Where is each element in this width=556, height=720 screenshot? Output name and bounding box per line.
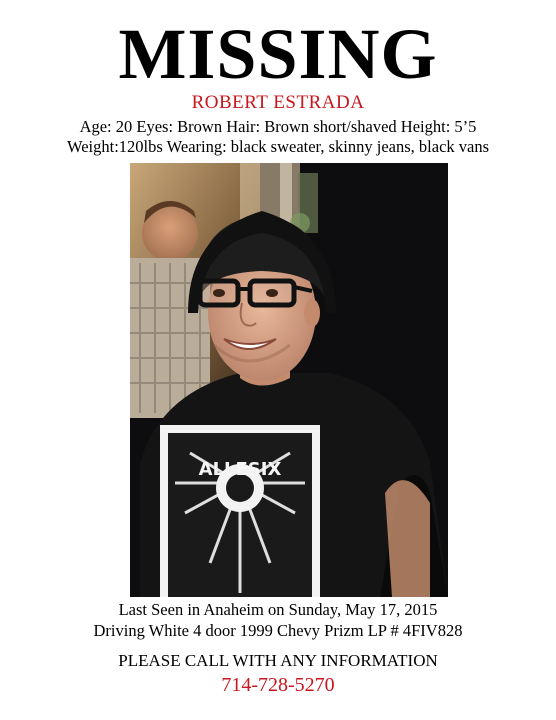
clothing-description: Weight:120lbs Wearing: black sweater, skinny jeans, black vans <box>66 137 490 156</box>
physical-description: Age: 20 Eyes: Brown Hair: Brown short/shaved Height: 5’5 <box>79 117 477 136</box>
person-photo-illustration <box>130 163 448 597</box>
call-to-action: PLEASE CALL WITH ANY INFORMATION <box>118 651 438 670</box>
person-photo <box>130 163 448 597</box>
shirt-print-text: ALLESIX <box>198 459 282 480</box>
vehicle-info: Driving White 4 door 1999 Chevy Prizm LP # 4FIV828 <box>93 621 463 640</box>
missing-person-name: ROBERT ESTRADA <box>191 92 365 113</box>
contact-phone[interactable]: 714-728-5270 <box>221 674 335 696</box>
last-seen-info: Last Seen in Anaheim on Sunday, May 17, 2015 <box>118 600 438 619</box>
headline: MISSING <box>118 14 438 94</box>
